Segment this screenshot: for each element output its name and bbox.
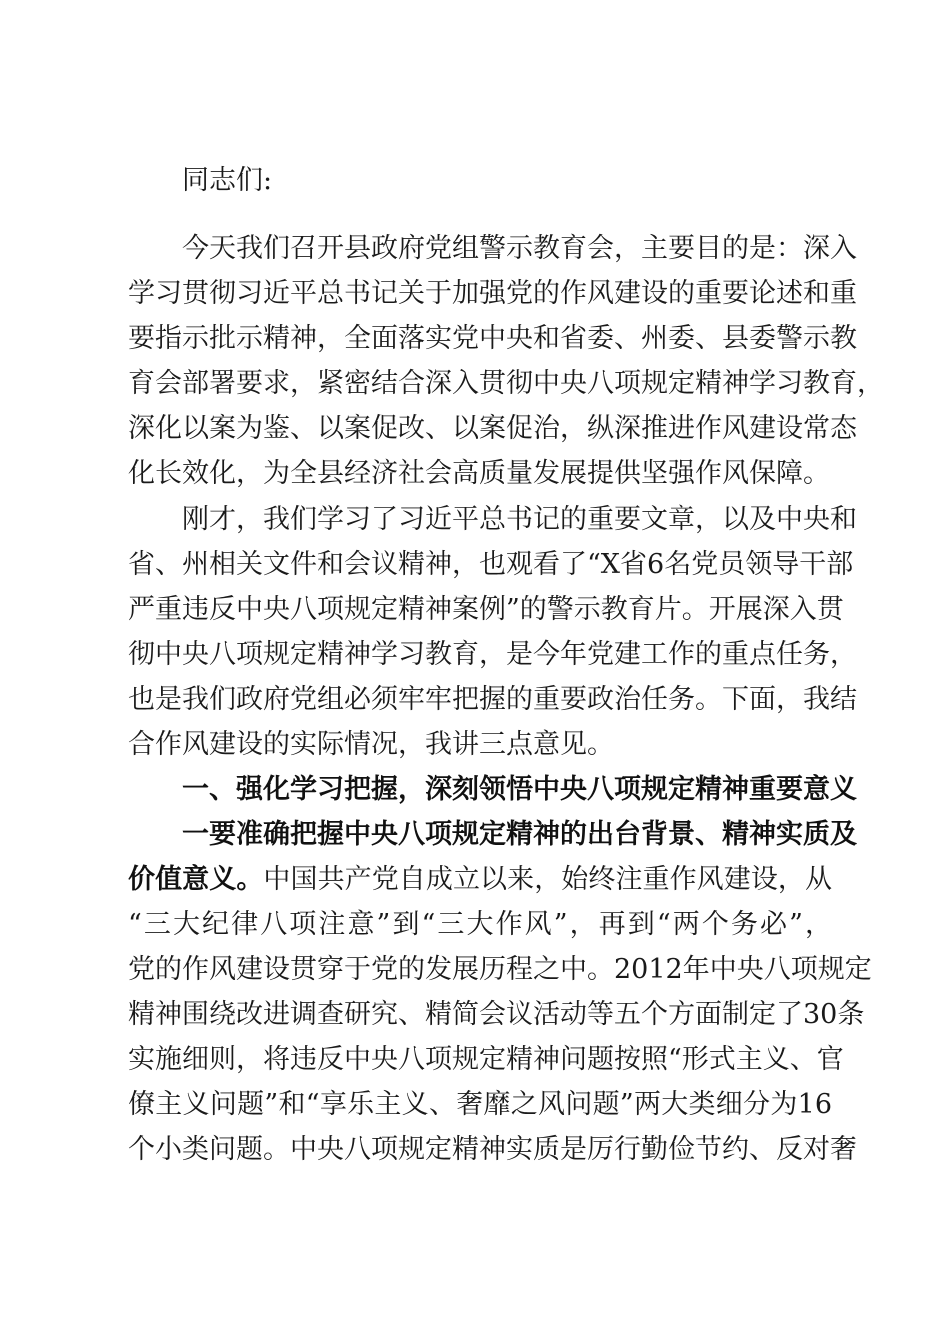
paragraph-1-line-2: 学习贯彻习近平总书记关于加强党的作风建设的重要论述和重 <box>128 278 857 309</box>
paragraph-3-line-8: 个小类问题。中央八项规定精神实质是厉行勤俭节约、反对奢 <box>128 1134 857 1165</box>
section-heading-1 <box>128 767 857 812</box>
paragraph-3-line-7: 僚主义问题”和“享乐主义、奢靡之风问题”两大类细分为16 <box>128 1089 832 1120</box>
paragraph-3-line-4: 党的作风建设贯穿于党的发展历程之中。2012年中央八项规定 <box>128 954 872 985</box>
paragraph-3-lead-rest: 中国共产党自成立以来，始终注重作风建设，从 <box>263 864 833 895</box>
paragraph-3-bold-lead: 价值意义。 <box>128 864 264 895</box>
paragraph-3-line-2 <box>128 857 832 902</box>
paragraph-3-line-1: 一要准确把握中央八项规定精神的出台背景、精神实质及 <box>182 819 857 850</box>
paragraph-2-line-5: 也是我们政府党组必须牢牢把握的重要政治任务。下面，我结 <box>128 684 857 715</box>
paragraph-3 <box>128 812 872 1172</box>
paragraph-2-line-2: 省、州相关文件和会议精神，也观看了“X省6名党员领导干部 <box>128 549 854 580</box>
paragraph-1-line-5: 深化以案为鉴、以案促改、以案促治，纵深推进作风建设常态 <box>128 413 857 444</box>
heading-1: 一、强化学习把握，深刻领悟中央八项规定精神重要意义 <box>182 774 857 805</box>
paragraph-1-line-6: 化长效化，为全县经济社会高质量发展提供坚强作风保障。 <box>128 458 830 489</box>
paragraph-1-line-1: 今天我们召开县政府党组警示教育会，主要目的是：深入 <box>182 233 857 264</box>
paragraph-1-line-4: 育会部署要求，紧密结合深入贯彻中央八项规定精神学习教育， <box>128 368 884 399</box>
paragraph-3-line-6: 实施细则，将违反中央八项规定精神问题按照“形式主义、官 <box>128 1044 844 1075</box>
paragraph-2 <box>128 497 857 767</box>
salutation-block <box>128 158 832 203</box>
paragraph-2-line-3: 严重违反中央八项规定精神案例”的警示教育片。开展深入贯 <box>128 594 844 625</box>
paragraph-3-line-5: 精神围绕改进调查研究、精简会议活动等五个方面制定了30条 <box>128 999 865 1030</box>
paragraph-2-line-6: 合作风建设的实际情况，我讲三点意见。 <box>128 729 614 760</box>
paragraph-1-line-3: 要指示批示精神，全面落实党中央和省委、州委、县委警示教 <box>128 323 857 354</box>
paragraph-3-line-3: “三大纪律八项注意”到“三大作风”，再到“两个务必”， <box>128 909 832 940</box>
paragraph-2-line-1: 刚才，我们学习了习近平总书记的重要文章，以及中央和 <box>182 504 857 535</box>
paragraph-2-line-4: 彻中央八项规定精神学习教育，是今年党建工作的重点任务， <box>128 639 857 670</box>
salutation: 同志们: <box>182 165 273 196</box>
paragraph-1 <box>128 226 884 496</box>
